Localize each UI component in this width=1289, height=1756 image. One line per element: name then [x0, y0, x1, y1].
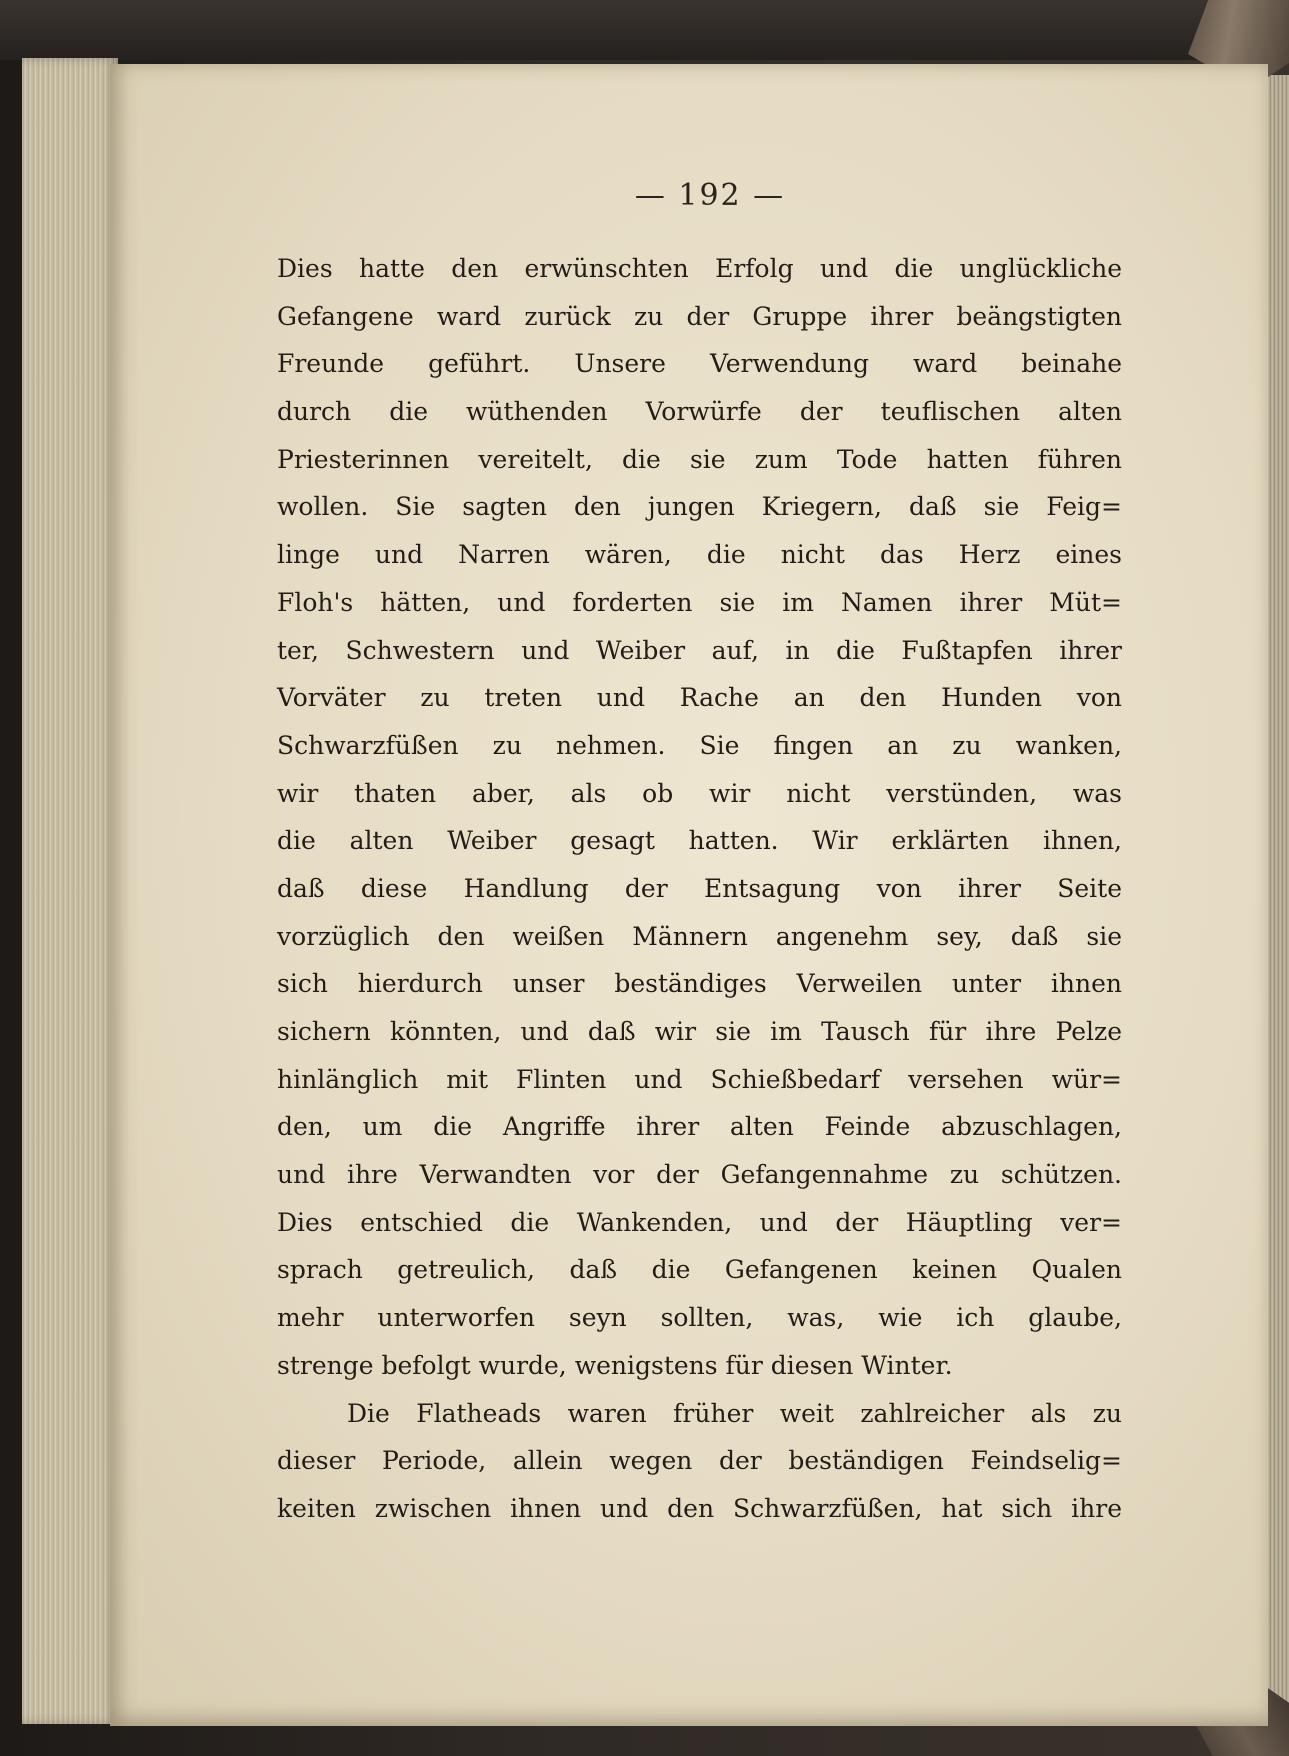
- text-line: sich hierdurch unser beständiges Verweilen unter ihnen: [277, 969, 1122, 999]
- cover-board-top: [0, 0, 1289, 60]
- text-line: ter, Schwestern und Weiber auf, in die Fußtapfen ihrer: [277, 635, 1122, 665]
- text-line: und ihre Verwandten vor der Gefangennahme zu schützen.: [277, 1160, 1122, 1190]
- text-line: die alten Weiber gesagt hatten. Wir erklärten ihnen,: [277, 826, 1122, 856]
- text-line: linge und Narren wären, die nicht das Herz eines: [277, 540, 1122, 570]
- text-line: den, um die Angriffe ihrer alten Feinde abzuschlagen,: [277, 1112, 1122, 1142]
- text-line: vorzüglich den weißen Männern angenehm sey, daß sie: [277, 921, 1122, 951]
- page-number: — 192 —: [634, 178, 786, 213]
- page-edges-left: [22, 58, 118, 1724]
- text-line: Freunde geführt. Unsere Verwendung ward beinahe: [277, 349, 1122, 379]
- text-line: strenge befolgt wurde, wenigstens für diesen Winter.: [277, 1350, 953, 1380]
- text-line: Vorväter zu treten und Rache an den Hunden von: [277, 683, 1122, 713]
- text-line: Schwarzfüßen zu nehmen. Sie fingen an zu wanken,: [277, 730, 1122, 760]
- text-line: sichern könnten, und daß wir sie im Tausch für ihre Pelze: [277, 1017, 1122, 1046]
- text-line: sprach getreulich, daß die Gefangenen keinen Qualen: [277, 1255, 1122, 1285]
- text-line: wollen. Sie sagten den jungen Kriegern, daß sie Feig=: [277, 492, 1122, 522]
- text-line: Floh's hätten, und forderten sie im Namen ihrer Müt=: [277, 587, 1122, 617]
- text-line: hinlänglich mit Flinten und Schießbedarf versehen wür=: [277, 1064, 1122, 1094]
- text-line: mehr unterworfen seyn sollten, was, wie ich glaube,: [277, 1303, 1122, 1333]
- text-line: Priesterinnen vereitelt, die sie zum Tode hatten führen: [277, 444, 1122, 474]
- text-line: wir thaten aber, als ob wir nicht verstünden, was: [277, 778, 1122, 808]
- text-line: Gefangene ward zurück zu der Gruppe ihrer beängstigten: [277, 301, 1122, 331]
- text-line: Die Flatheads waren früher weit zahlreicher als zu: [347, 1398, 1122, 1428]
- body-text: [277, 245, 1122, 1533]
- text-line: daß diese Handlung der Entsagung von ihrer Seite: [277, 873, 1122, 903]
- text-line: keiten zwischen ihnen und den Schwarzfüßen, hat sich ihre: [277, 1493, 1122, 1523]
- text-line: dieser Periode, allein wegen der beständigen Feindselig=: [277, 1446, 1122, 1476]
- text-line: durch die wüthenden Vorwürfe der teuflischen alten: [277, 397, 1122, 427]
- text-line: Dies entschied die Wankenden, und der Häuptling ver=: [277, 1207, 1122, 1237]
- text-line: Dies hatte den erwünschten Erfolg und die unglückliche: [277, 254, 1122, 283]
